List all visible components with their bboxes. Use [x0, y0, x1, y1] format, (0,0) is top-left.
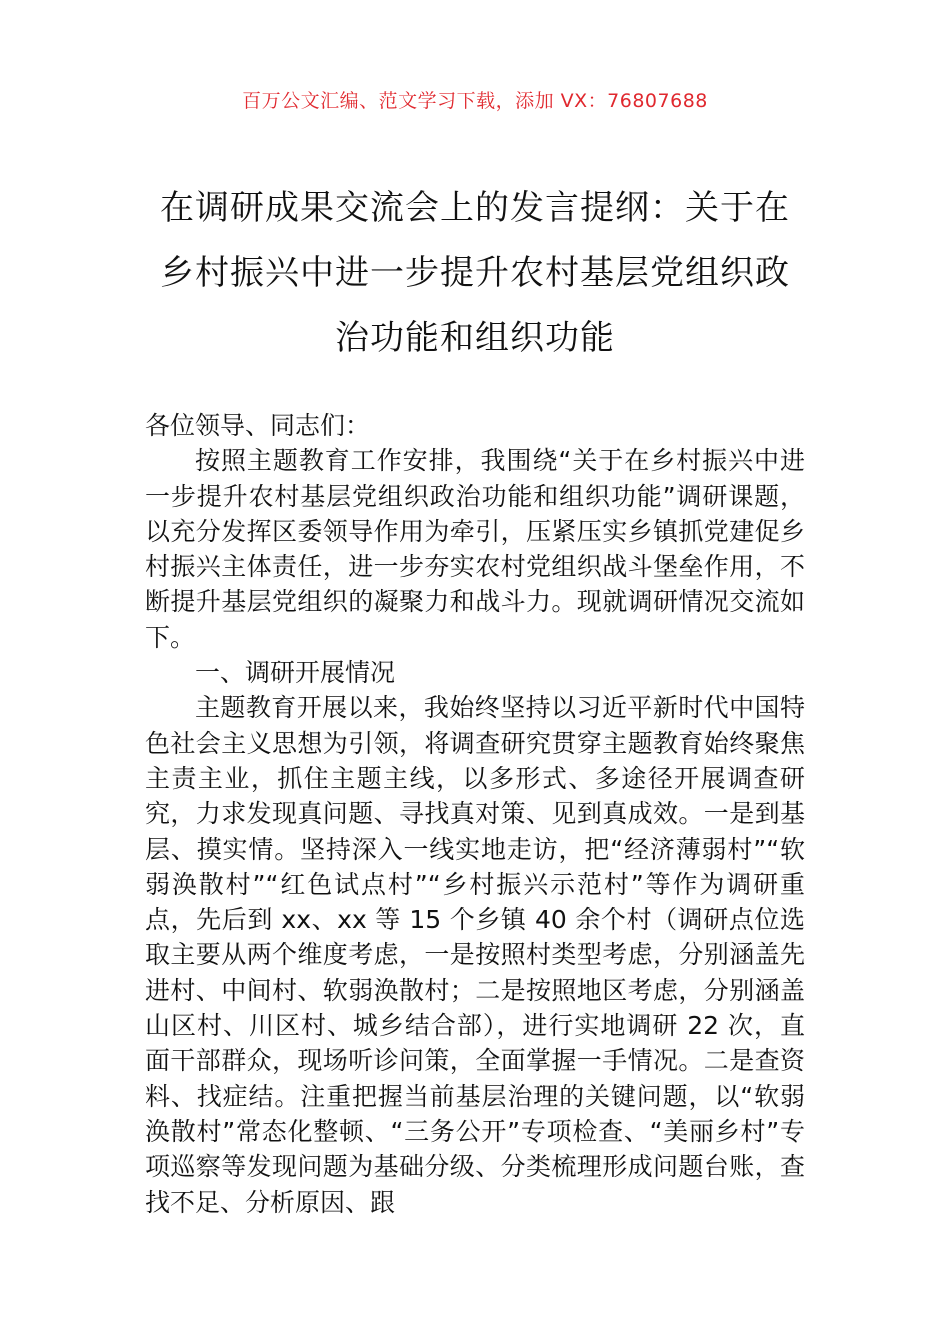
section-heading: 一、调研开展情况 — [195, 658, 396, 688]
paragraph-research: 主题教育开展以来，我始终坚持以习近平新时代中国特色社会主义思想为引领，将调查研究贯穿主题教育始终聚焦主责主业，抓住主题主线，以多形式、多途径开展调查研究，力求发现真问题、寻找真对策、见到真成效。一是到基层、摸实情。坚持深入一线实地走访，把“经济薄弱村”“软弱涣散村”“红色试点村”“乡村振兴示范村”等作为调研重点，先后到 xx、xx 等 15 个乡镇 40 余个村（调研点位选取主要从两个维度考虑，一是按照村类型考虑，分别涵盖先进村、中间村、软弱涣散村；二是按照地区考虑，分别涵盖山区村、川区村、城乡结合部），进行实地调研 22 次，直面干部群众，现场听诊问策，全面掌握一手情况。二是查资料、找症结。注重把握当前基层治理的关键问题，以“软弱涣散村”常态化整顿、“三务公开”专项检查、“美丽乡村”专项巡察等发现问题为基础分级、分类梳理形成问题台账，查找不足、分析原因、跟 — [145, 693, 805, 1217]
promo-banner: 百万公文汇编、范文学习下载，添加 VX：76807688 — [242, 90, 708, 112]
document-title: 在调研成果交流会上的发言提纲：关于在乡村振兴中进一步提升农村基层党组织政治功能和组织功能 — [160, 188, 790, 358]
greeting: 各位领导、同志们： — [145, 411, 371, 440]
paragraph-intro: 按照主题教育工作安排，我围绕“关于在乡村振兴中进一步提升农村基层党组织政治功能和组织功能”调研课题，以充分发挥区委领导作用为牵引，压紧压实乡镇抓党建促乡村振兴主体责任，进一步夯实农村党组织战斗堡垒作用，不断提升基层党组织的凝聚力和战斗力。现就调研情况交流如下。 — [145, 446, 805, 652]
document-body — [145, 408, 805, 1220]
